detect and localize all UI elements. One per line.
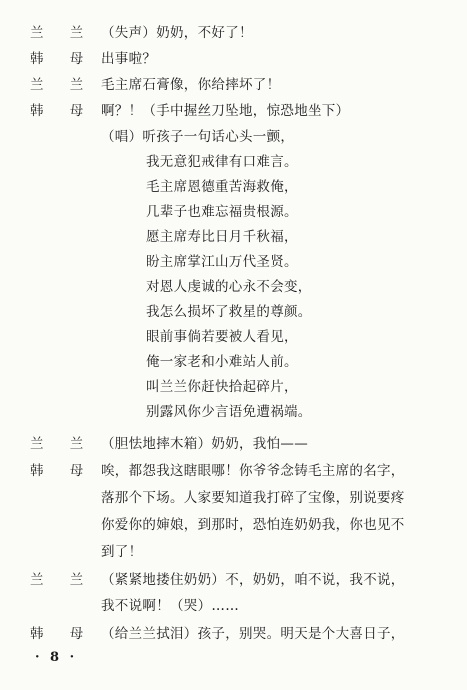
dialogue-line: （胆怯地摔木箱）奶奶，我怕—— (101, 436, 308, 452)
dialogue-line: 出事啦？ (101, 51, 157, 67)
song-line: 盼主席掌江山万代圣贤。 (146, 254, 298, 270)
page-number: · 8 · (35, 650, 78, 665)
dialogue-line: 啊？！（手中握丝刀坠地，惊恐地坐下） (101, 103, 350, 119)
speaker-hanmu: 韩 母 (30, 626, 95, 642)
song-line: 叫兰兰你赶快拾起碎片， (146, 379, 298, 395)
song-line: 愿主席寿比日月千秋福， (146, 229, 298, 245)
song-line: 对恩人虔诚的心永不会变， (146, 279, 312, 295)
song-line: 几辈子也难忘福贵根源。 (146, 204, 298, 220)
dialogue-line: 落那个下场。人家要知道我打碎了宝像，别说要疼 (101, 490, 405, 506)
dialogue-line: 你爱你的婶娘，到那时，恐怕连奶奶我，你也见不 (101, 517, 405, 533)
song-line: 毛主席恩德重苦海救俺， (146, 179, 298, 195)
speaker-hanmu: 韩 母 (30, 463, 95, 479)
dialogue-line: 唉，都怨我这瞎眼哪！你爷爷念铸毛主席的名字， (101, 463, 405, 479)
speaker-hanmu: 韩 母 (30, 51, 95, 67)
dialogue-line: 到了！ (101, 544, 143, 560)
speaker-lanlan: 兰 兰 (30, 572, 95, 588)
dialogue-line: 毛主席石膏像，你给摔坏了！ (101, 77, 281, 93)
dialogue-line: （失声）奶奶，不好了！ (101, 25, 253, 41)
song-line: 眼前事倘若要被人看见， (146, 329, 298, 345)
dialogue-line: （紧紧地搂住奶奶）不，奶奶，咱不说，我不说， (101, 572, 405, 588)
speaker-lanlan: 兰 兰 (30, 77, 95, 93)
dialogue-line: （给兰兰拭泪）孩子，别哭。明天是个大喜日子， (101, 626, 405, 642)
song-line: 别露风你少言语免遭祸端。 (146, 404, 312, 420)
song-line: 我怎么损坏了救星的尊颜。 (146, 304, 312, 320)
sing-intro-line: （唱）听孩子一句话心头一颤， (101, 129, 295, 145)
song-line: 我无意犯戒律有口难言。 (146, 154, 298, 170)
song-line: 俺一家老和小难站人前。 (146, 354, 298, 370)
speaker-lanlan: 兰 兰 (30, 25, 95, 41)
speaker-hanmu: 韩 母 (30, 103, 95, 119)
dialogue-line: 我不说啊！（哭）…… (101, 598, 239, 614)
speaker-lanlan: 兰 兰 (30, 436, 95, 452)
